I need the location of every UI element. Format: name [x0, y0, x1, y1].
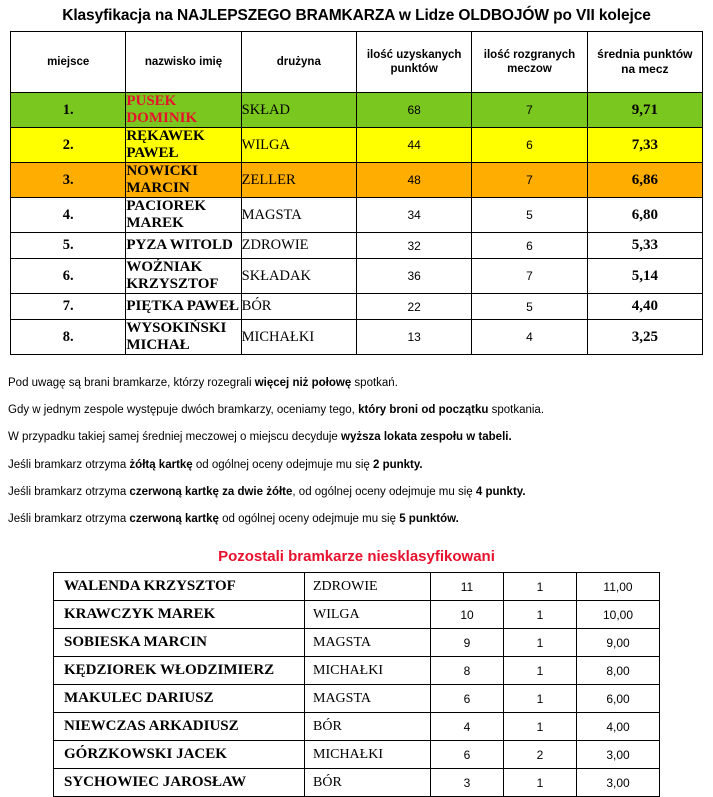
cell-average: 6,00: [577, 685, 660, 713]
cell-games: 1: [504, 657, 577, 685]
cell-team: ZELLER: [241, 163, 356, 198]
cell-team: ZDROWIE: [241, 233, 356, 259]
cell-average: 3,00: [577, 741, 660, 769]
list-item: [54, 685, 660, 713]
cell-points: 11: [431, 573, 504, 601]
column-header-points: ilość uzyskanych punktów: [356, 32, 471, 93]
cell-average: 5,33: [587, 233, 702, 259]
cell-games: 1: [504, 573, 577, 601]
cell-points: 36: [356, 259, 471, 294]
cell-name: KRAWCZYK MAREK: [54, 601, 305, 629]
cell-games: 7: [472, 93, 587, 128]
cell-games: 1: [504, 685, 577, 713]
rules-notes: [8, 377, 713, 526]
cell-team: MICHAŁKI: [241, 320, 356, 355]
cell-average: 3,25: [587, 320, 702, 355]
cell-points: 44: [356, 128, 471, 163]
note-line: W przypadku takiej samej średniej meczowej o miejscu decyduje wyższa lokata zespołu w tabeli.: [8, 431, 512, 444]
table-body: [11, 93, 703, 355]
cell-place: 6.: [11, 259, 126, 294]
list-item: [54, 629, 660, 657]
cell-place: 2.: [11, 128, 126, 163]
column-header-team: drużyna: [241, 32, 356, 93]
column-header-name: nazwisko imię: [126, 32, 241, 93]
cell-games: 6: [472, 128, 587, 163]
cell-average: 3,00: [577, 769, 660, 797]
column-header-place: miejsce: [11, 32, 126, 93]
cell-games: 2: [504, 741, 577, 769]
cell-name: PIĘTKA PAWEŁ: [126, 294, 241, 320]
cell-average: 4,00: [577, 713, 660, 741]
table-row: [11, 233, 703, 259]
cell-points: 4: [431, 713, 504, 741]
cell-games: 1: [504, 601, 577, 629]
list-item: [54, 741, 660, 769]
list-item: [54, 713, 660, 741]
cell-name: KĘDZIOREK WŁODZIMIERZ: [54, 657, 305, 685]
note-line: Gdy w jednym zespole występuje dwóch bramkarzy, oceniamy tego, który broni od początku spotkania.: [8, 404, 545, 417]
cell-name: PYZA WITOLD: [126, 233, 241, 259]
cell-points: 10: [431, 601, 504, 629]
column-header-average: średnia punktów na mecz: [587, 32, 702, 93]
cell-points: 6: [431, 741, 504, 769]
cell-average: 5,14: [587, 259, 702, 294]
cell-name: WYSOKIŃSKI MICHAŁ: [126, 320, 241, 355]
cell-average: 7,33: [587, 128, 702, 163]
cell-place: 5.: [11, 233, 126, 259]
cell-points: 48: [356, 163, 471, 198]
table-row: [11, 259, 703, 294]
cell-average: 11,00: [577, 573, 660, 601]
cell-name: PACIOREK MAREK: [126, 198, 241, 233]
table-header: [11, 32, 703, 93]
table-row: [11, 128, 703, 163]
table-row: [11, 93, 703, 128]
cell-average: 10,00: [577, 601, 660, 629]
cell-name: WOŹNIAK KRZYSZTOF: [126, 259, 241, 294]
goalkeeper-ranking-table: [10, 31, 703, 355]
cell-team: BÓR: [305, 713, 431, 741]
cell-name: NOWICKI MARCIN: [126, 163, 241, 198]
cell-average: 4,40: [587, 294, 702, 320]
cell-place: 3.: [11, 163, 126, 198]
cell-games: 4: [472, 320, 587, 355]
cell-name: RĘKAWEK PAWEŁ: [126, 128, 241, 163]
table-row: [11, 320, 703, 355]
cell-games: 1: [504, 713, 577, 741]
cell-place: 8.: [11, 320, 126, 355]
cell-points: 22: [356, 294, 471, 320]
cell-team: ZDROWIE: [305, 573, 431, 601]
cell-name: SYCHOWIEC JAROSŁAW: [54, 769, 305, 797]
cell-games: 1: [504, 629, 577, 657]
table-row: [11, 294, 703, 320]
cell-average: 6,86: [587, 163, 702, 198]
cell-games: 7: [472, 163, 587, 198]
note-line: Jeśli bramkarz otrzyma czerwoną kartkę od ogólnej oceny odejmuje mu się 5 punktów.: [8, 513, 459, 526]
cell-team: MAGSTA: [305, 629, 431, 657]
table-header-row: [11, 32, 703, 93]
cell-average: 9,00: [577, 629, 660, 657]
cell-name: PUSEK DOMINIK: [126, 93, 241, 128]
column-header-games: ilość rozgranych meczow: [472, 32, 587, 93]
note-line: Jeśli bramkarz otrzyma żółtą kartkę od ogólnej oceny odejmuje mu się 2 punkty.: [8, 458, 423, 471]
list-item: [54, 769, 660, 797]
unclassified-table-body: [54, 573, 660, 797]
cell-points: 9: [431, 629, 504, 657]
cell-points: 32: [356, 233, 471, 259]
cell-team: MAGSTA: [241, 198, 356, 233]
list-item: [54, 657, 660, 685]
cell-place: 7.: [11, 294, 126, 320]
cell-average: 9,71: [587, 93, 702, 128]
cell-average: 6,80: [587, 198, 702, 233]
table-row: [11, 198, 703, 233]
cell-team: MAGSTA: [305, 685, 431, 713]
cell-team: BÓR: [305, 769, 431, 797]
cell-average: 8,00: [577, 657, 660, 685]
cell-games: 1: [504, 769, 577, 797]
cell-team: BÓR: [241, 294, 356, 320]
cell-team: MICHAŁKI: [305, 741, 431, 769]
cell-team: SKŁADAK: [241, 259, 356, 294]
cell-points: 68: [356, 93, 471, 128]
page-title: Klasyfikacja na NAJLEPSZEGO BRAMKARZA w Lidze OLDBOJÓW po VII kolejce: [62, 7, 651, 24]
cell-games: 6: [472, 233, 587, 259]
cell-games: 7: [472, 259, 587, 294]
cell-points: 3: [431, 769, 504, 797]
cell-place: 1.: [11, 93, 126, 128]
cell-team: WILGA: [305, 601, 431, 629]
cell-name: NIEWCZAS ARKADIUSZ: [54, 713, 305, 741]
cell-points: 34: [356, 198, 471, 233]
cell-games: 5: [472, 294, 587, 320]
cell-points: 6: [431, 685, 504, 713]
cell-name: WALENDA KRZYSZTOF: [54, 573, 305, 601]
note-line: Jeśli bramkarz otrzyma czerwoną kartkę za dwie żółte, od ogólnej oceny odejmuje mu się 4 punkty.: [8, 485, 526, 498]
note-line: Pod uwagę są brani bramkarze, którzy rozegrali więcej niż połowę spotkań.: [8, 377, 398, 389]
cell-games: 5: [472, 198, 587, 233]
cell-points: 13: [356, 320, 471, 355]
cell-team: SKŁAD: [241, 93, 356, 128]
cell-team: WILGA: [241, 128, 356, 163]
cell-team: MICHAŁKI: [305, 657, 431, 685]
unclassified-title: Pozostali bramkarze niesklasyfikowani: [218, 548, 495, 566]
unclassified-goalkeepers-table: [53, 572, 660, 797]
list-item: [54, 573, 660, 601]
cell-name: GÓRZKOWSKI JACEK: [54, 741, 305, 769]
cell-name: MAKULEC DARIUSZ: [54, 685, 305, 713]
cell-place: 4.: [11, 198, 126, 233]
cell-name: SOBIESKA MARCIN: [54, 629, 305, 657]
table-row: [11, 163, 703, 198]
cell-points: 8: [431, 657, 504, 685]
list-item: [54, 601, 660, 629]
